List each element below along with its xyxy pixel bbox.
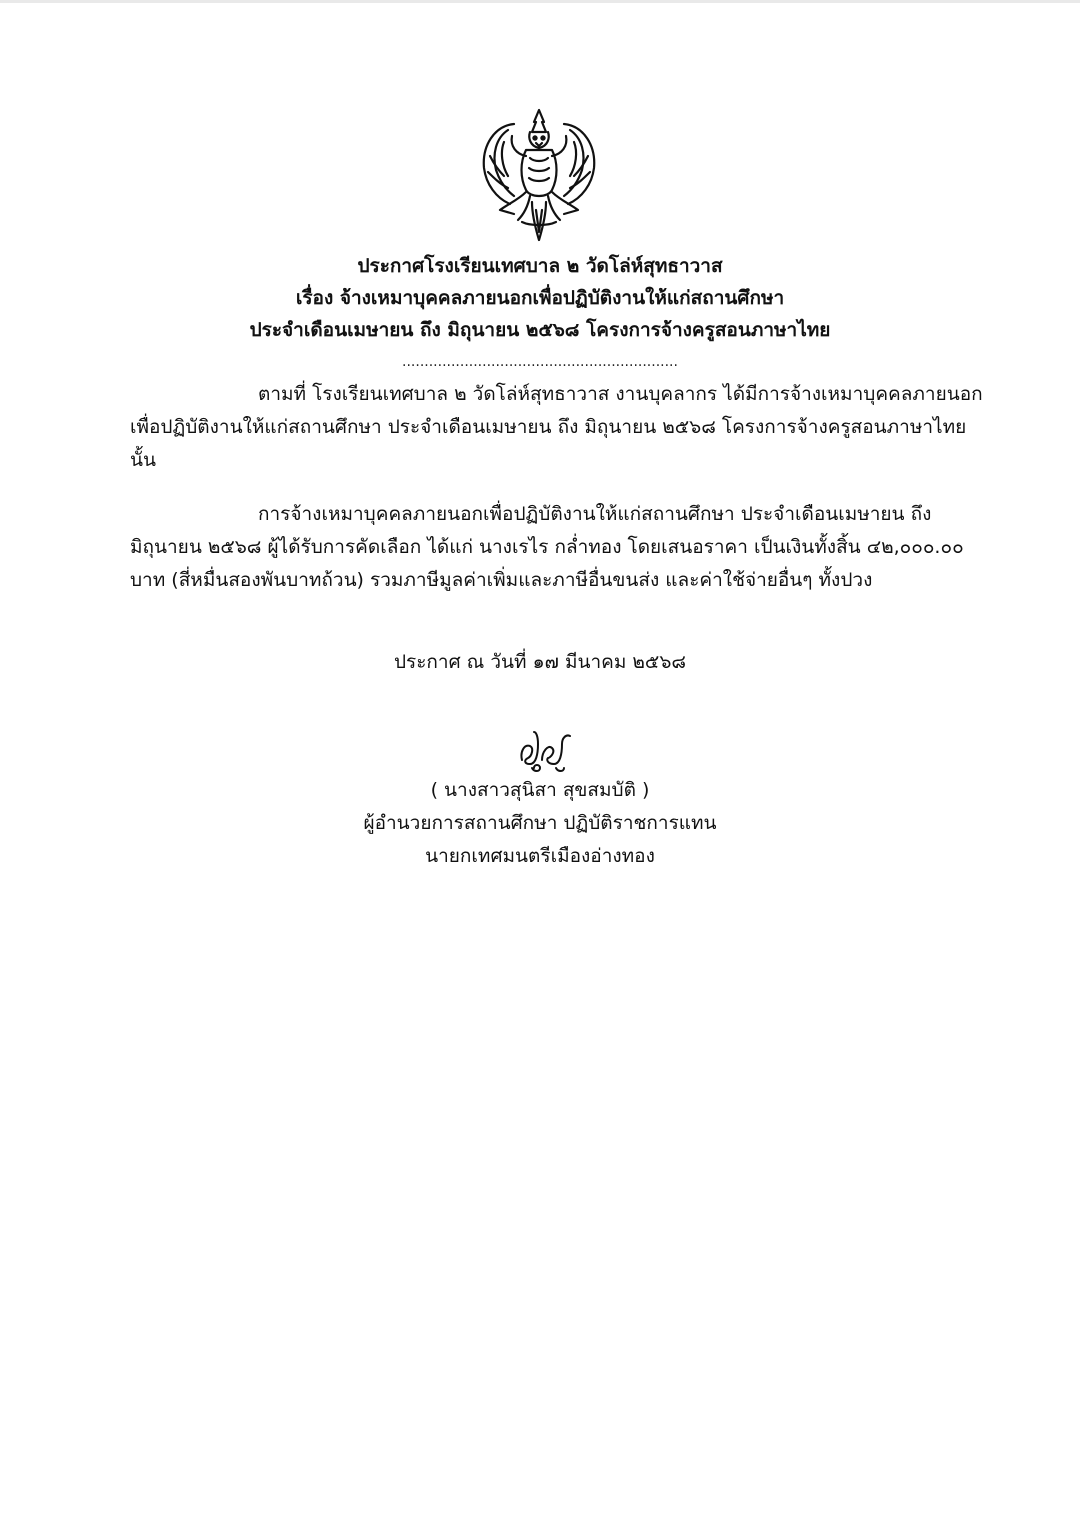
paragraph-2-line-3: บาท (สี่หมื่นสองพันบาทถ้วน) รวมภาษีมูลค่าเพิ่มและภาษีอื่นขนส่ง และค่าใช้จ่ายอื่นๆ ทั้งปวง xyxy=(130,569,873,591)
paragraph-2-line-2: มิถุนายน ๒๕๖๘ ผู้ได้รับการคัดเลือก ได้แก่ นางเรไร กล่ำทอง โดยเสนอราคา เป็นเงินทั้งสิ้น ๔๒,๐๐๐.๐๐ xyxy=(130,536,964,558)
announcement-header xyxy=(0,250,1080,346)
paragraph-1-line-1: ตามที่ โรงเรียนเทศบาล ๒ วัดโล่ห์สุทธาวาส งานบุคลากร ได้มีการจ้างเหมาบุคคลภายนอก xyxy=(258,383,983,405)
paragraph-1 xyxy=(130,378,983,477)
signer-name: ( นางสาวสุนิสา สุขสมบัติ ) xyxy=(430,779,650,801)
page-top-edge xyxy=(0,0,1080,3)
header-subject: เรื่อง จ้างเหมาบุคคลภายนอกเพื่อปฏิบัติงานให้แก่สถานศึกษา xyxy=(295,287,785,309)
paragraph-2 xyxy=(130,498,964,597)
garuda-emblem-icon xyxy=(474,106,604,246)
header-period: ประจำเดือนเมษายน ถึง มิถุนายน ๒๕๖๘ โครงการจ้างครูสอนภาษาไทย xyxy=(249,319,831,341)
paragraph-2-line-1: การจ้างเหมาบุคคลภายนอกเพื่อปฏิบัติงานให้แก่สถานศึกษา ประจำเดือนเมษายน ถึง xyxy=(258,503,932,525)
paragraph-1-line-3: นั้น xyxy=(130,449,156,471)
dotted-separator: .............................................................. xyxy=(402,354,678,370)
issued-date: ประกาศ ณ วันที่ ๑๗ มีนาคม ๒๕๖๘ xyxy=(393,651,687,673)
signer-position: ผู้อำนวยการสถานศึกษา ปฏิบัติราชการแทน xyxy=(363,812,717,834)
signer-position-2: นายกเทศมนตรีเมืองอ่างทอง xyxy=(425,845,655,867)
paragraph-1-line-2: เพื่อปฏิบัติงานให้แก่สถานศึกษา ประจำเดือนเมษายน ถึง มิถุนายน ๒๕๖๘ โครงการจ้างครูสอนภาษาไทย xyxy=(130,416,967,438)
signer-block xyxy=(0,774,1080,873)
header-title: ประกาศโรงเรียนเทศบาล ๒ วัดโล่ห์สุทธาวาส xyxy=(357,255,723,277)
signature-mark xyxy=(512,724,582,776)
